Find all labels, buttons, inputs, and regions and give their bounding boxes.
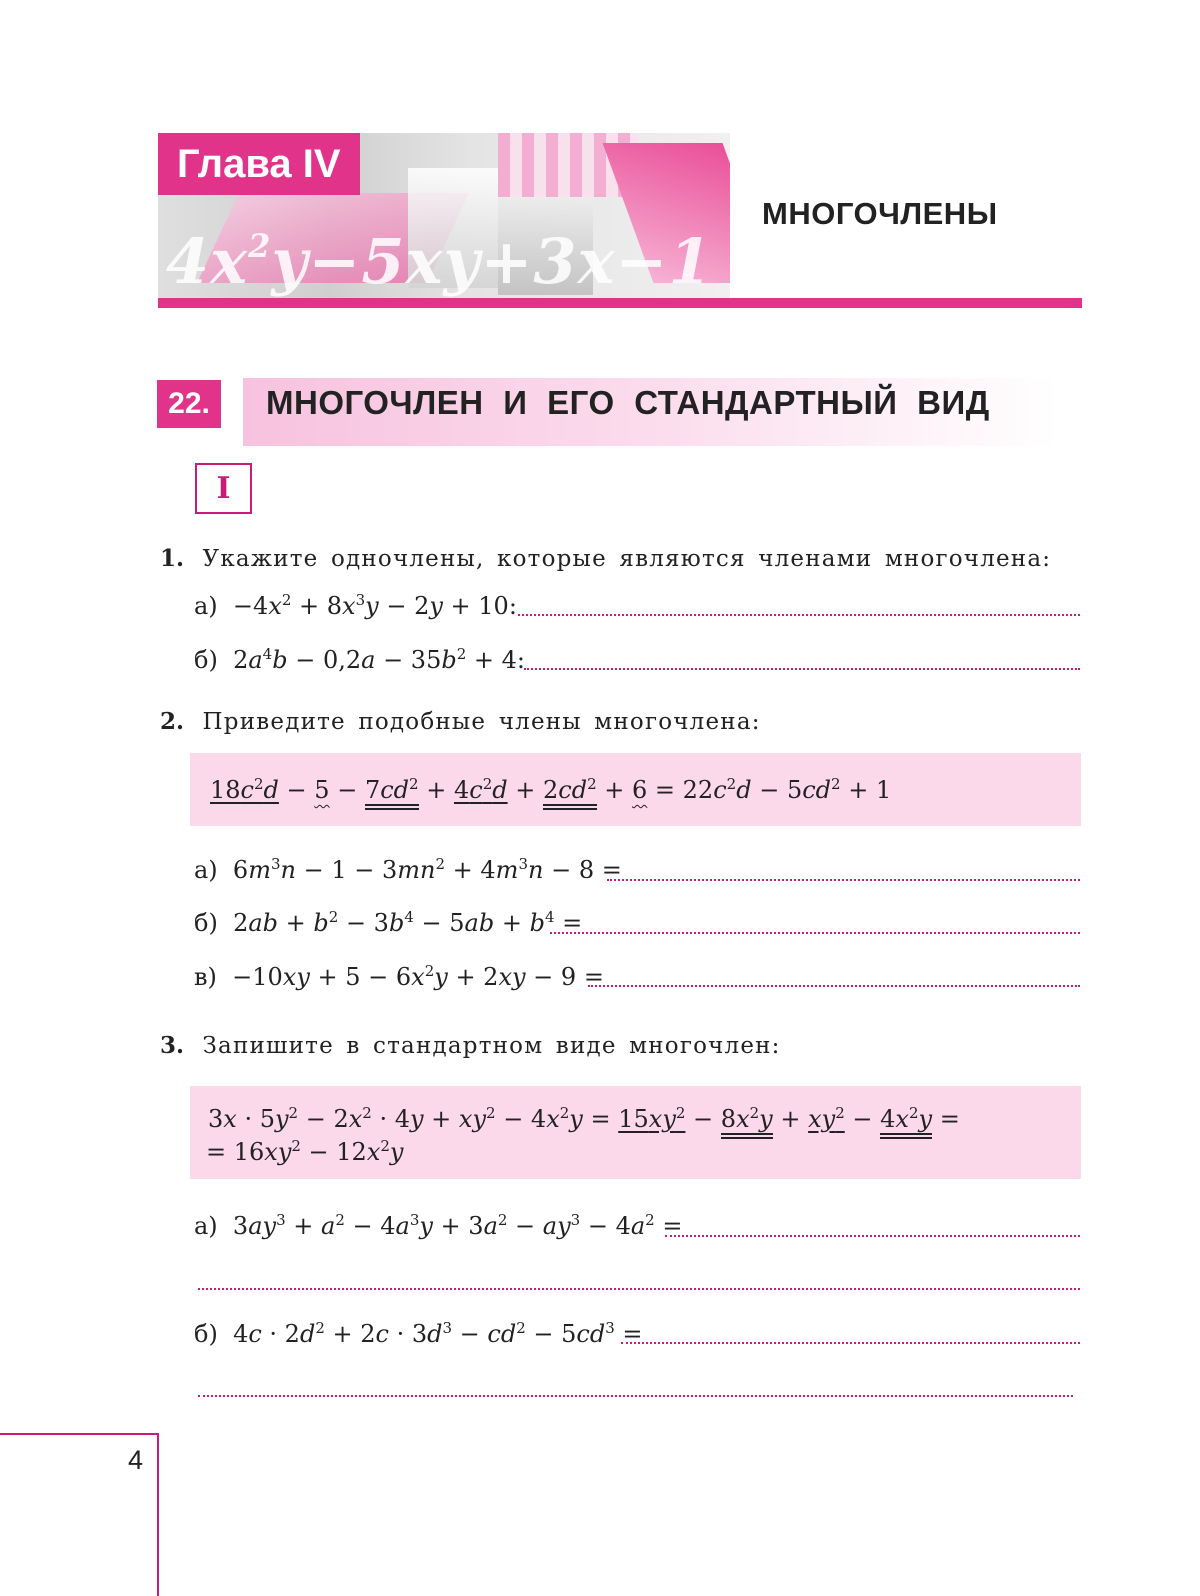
task-3a-expression: а) $3ay^3 + a^2 - 4a^3y + 3a^2 - ay^3 - 4a^2$ = xyxy=(194,1211,683,1240)
page-corner-rule xyxy=(157,1434,159,1596)
task-number: 1. xyxy=(160,545,185,572)
answer-line[interactable] xyxy=(524,668,1080,670)
example-expression: $3x \cdot 5y^2 - 2x^2 \cdot 4y + xy^2 - 4x^2y = 15xy^2 - 8x^2y + xy^2 - 4x^2y$ = xyxy=(208,1105,960,1133)
task-3 xyxy=(160,1032,781,1059)
section-title: МНОГОЧЛЕН И ЕГО СТАНДАРТНЫЙ ВИД xyxy=(266,384,990,421)
section-number: 22. xyxy=(157,380,221,428)
answer-line[interactable] xyxy=(550,932,1080,934)
task-text: Запишите в стандартном виде многочлен: xyxy=(202,1033,781,1059)
task-2 xyxy=(160,708,761,735)
answer-line[interactable] xyxy=(665,1235,1080,1237)
answer-line[interactable] xyxy=(588,985,1080,987)
task-number: 2. xyxy=(160,708,185,735)
task-2a-expression: а) $6m^3n - 1 - 3mn^2 + 4m^3n - 8$ = xyxy=(194,855,622,884)
example-expression: $18c^2d - 5 - 7cd^2 + 4c^2d + 2cd^2 + 6 = 22c^2d - 5cd^2 + 1$ xyxy=(210,776,891,804)
answer-line[interactable] xyxy=(621,1342,1080,1344)
item-label: б) xyxy=(194,646,218,674)
chapter-label: Глава IV xyxy=(158,133,360,195)
page-corner-rule xyxy=(0,1433,159,1435)
task-number: 3. xyxy=(160,1032,185,1059)
task-2b-expression: б) $2ab + b^2 - 3b^4 - 5ab + b^4$ = xyxy=(194,908,583,937)
chapter-title: МНОГОЧЛЕНЫ xyxy=(762,196,998,231)
example-expression-continued: = $16xy^2 - 12x^2y$ xyxy=(206,1137,404,1166)
task-text: Приведите подобные члены многочлена: xyxy=(202,709,761,735)
item-label: а) xyxy=(194,1212,218,1240)
chapter-banner xyxy=(158,133,730,301)
task-1 xyxy=(160,545,1051,572)
answer-line[interactable] xyxy=(518,614,1080,616)
answer-line[interactable] xyxy=(198,1288,1080,1290)
answer-line[interactable] xyxy=(607,879,1080,881)
item-label: б) xyxy=(194,909,218,937)
item-label: а) xyxy=(194,592,218,620)
level-marker: I xyxy=(195,463,252,514)
item-label: в) xyxy=(194,963,217,991)
task-1a-expression: $а) -4x^2 + 8x^3y - 2y + 10$: xyxy=(194,591,517,620)
task-3b-expression: б) $4c \cdot 2d^2 + 2c \cdot 3d^3 - cd^2 - 5cd^3$ = xyxy=(194,1319,643,1348)
banner-formula: $4x^2y-5xy+3x-1$ xyxy=(166,225,713,298)
item-label: а) xyxy=(194,856,218,884)
banner-rule xyxy=(158,298,1082,308)
task-1b-expression: б) $2a^4b - 0,2a - 35b^2 + 4$: xyxy=(194,645,525,674)
item-label: б) xyxy=(194,1320,218,1348)
task-2v-expression: $в) -10xy + 5 - 6x^2y + 2xy - 9$ = xyxy=(194,962,604,991)
task-text: Укажите одночлены, которые являются членами многочлена: xyxy=(202,546,1052,572)
answer-line[interactable] xyxy=(198,1395,1073,1397)
page-number: 4 xyxy=(128,1445,144,1475)
